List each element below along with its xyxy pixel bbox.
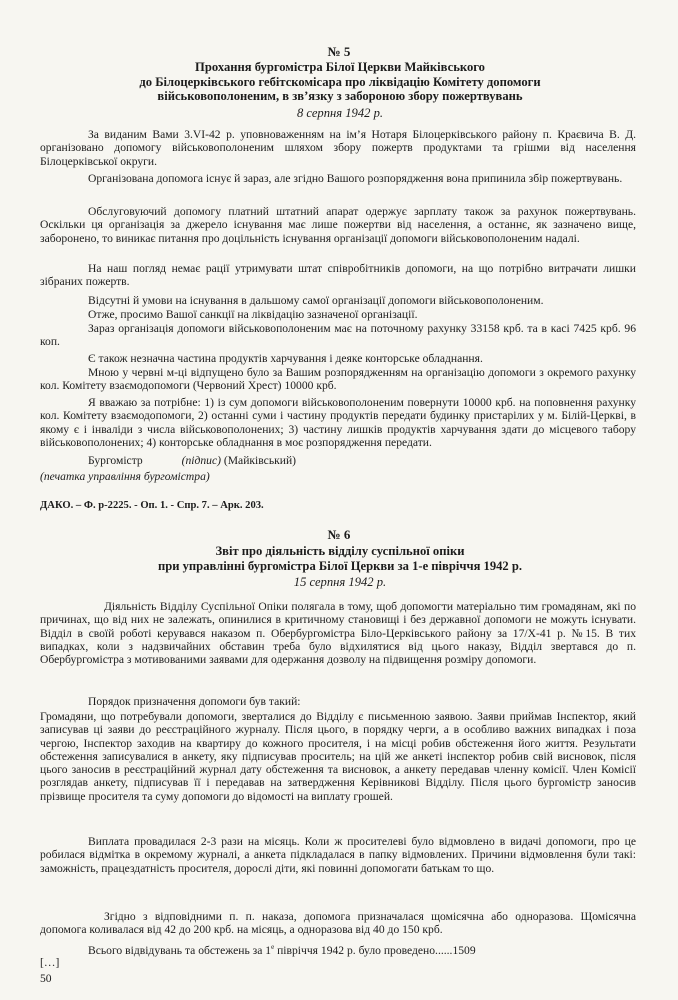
total-line-sup: е [271,943,275,951]
doc6-number: № 6 [327,527,351,542]
page-number: 50 [40,972,52,985]
doc5-title-line: військовополоненим, в зв’язку з забороною збору пожертвувань [157,89,523,103]
doc6-paragraph: Порядок призначення допомоги був такий: [88,695,301,708]
doc6-title [40,544,640,573]
doc5-archive-reference: ДАКО. – Ф. р-2225. - Оп. 1. - Спр. 7. – Арк. 203. [40,500,264,511]
doc5-paragraph: Обслуговуючий допомогу платний штатний апарат одержує зарплату також за рахунок пожертвувань. Оскільки ця організація за джерело існування має лише пожертви від населення, а останнє, як зазначено вище, заборонено, то виникає питання про доцільність існування організації допомоги військовополоненим надалі. [40,205,636,245]
doc5-paragraph: За виданим Вами 3.VI-42 р. уповноваженням на ім’я Нотаря Білоцерківського району п. Краєвича В. Д. організовано допомогу військовополоненим шляхом збору пожертв продуктами та грішми від населення Білоцерківської округи. [40,128,636,168]
doc6-paragraph: Згідно з відповідними п. п. наказа, допомога призначалася щомісячна або одноразова. Щомісячна допомога коливалася від 42 до 200 крб. на місяць, а одноразова від 40 до 150 крб. [40,910,636,937]
doc6-paragraph: Виплата провадилася 2-3 рази на місяць. Коли ж просителеві було відмовлено в видачі допомоги, про це робилася відмітка в окремому журналі, а анкета підкладалася в папку відмовлених. Причини відмовлення були такі: заможність, працездатність просителя, дорослі діти, які повинні допомогати батькам то що. [40,835,636,875]
doc5-stamp: (печатка управління бургомістра) [40,470,210,483]
doc5-paragraph: Зараз організація допомоги військовополоненим має на поточному рахунку 33158 крб. та в касі 7425 крб. 96 коп. [40,322,636,349]
doc5-paragraph: Організована допомога існує й зараз, але згідно Вашого розпорядження вона припинила збір пожертвувань. [88,172,623,185]
doc5-number: № 5 [327,44,351,59]
signature-mark: (підпис) [181,454,221,467]
total-line-prefix: Всього відвідувань та обстежень за 1 [88,943,272,957]
doc5-paragraph: Отже, просимо Вашої санкції на ліквідацію зазначеної організації. [88,308,418,321]
doc5-title-line: Прохання бургомістра Білої Церкви Майківського [195,60,485,74]
total-line-suffix: півріччя 1942 р. було проведено......1509 [274,943,476,957]
doc5-paragraph: Мною у червні м-ці відпущено було за Вашим розпорядженням на організацію допомоги з окремого рахунку кол. Комітету взаємодопомоги (Червоний Хрест) 10000 крб. [40,366,636,393]
doc6-title-line: Звіт про діяльність відділу суспільної опіки [215,544,465,558]
doc6-date: 15 серпня 1942 р. [293,575,387,589]
doc6-ellipsis: […] [40,956,60,969]
doc5-signature [88,454,296,467]
doc5-title-line: до Білоцерківського гебітскомісара про ліквідацію Комітету допомоги [139,74,541,89]
doc5-paragraph: Я вважаю за потрібне: 1) із сум допомоги військовополоненим повернути 10000 крб. на поповнення рахунку кол. Комітету взаємодопомоги, 2) останні суми і частину продуктів передати будинку пристарілих у м. Білій-Церкві, в якому є і інваліди з числа військовополонених; 3) частину лишків продуктів харчування здати до місцевого табору військовополонених; 4) конторське обладнання в моє розпорядження передати. [40,396,636,449]
doc6-total-line [40,941,636,957]
doc5-title [40,60,640,104]
signature-role: Бургомістр [88,454,143,467]
doc5-paragraph: На наш погляд немає рації утримувати штат співробітників допомоги, на що потрібно витрачати лишки зібраних пожертв. [40,262,636,289]
doc5-date: 8 серпня 1942 р. [296,106,384,120]
doc6-title-line: при управлінні бургомістра Білої Церкви за 1-е півріччя 1942 р. [157,558,523,573]
doc5-paragraph: Відсутні й умови на існування в дальшому самої організації допомоги військовополоненим. [88,294,544,307]
signature-name: (Майківський) [223,454,297,467]
doc6-paragraph: Діяльність Відділу Суспільної Опіки полягала в тому, щоб допомогти матеріально тим громадянам, які по причинах, що від них не залежать, опинилися в критичному становищі і без державної допомоги не можуть існувати. Відділ в своїй роботі керувався наказом п. Обербургомістра Біло-Церківського району за 17/X-41 р. №15. В тих випадках, коли з надзвичайних обставин треба було відхилятися від цього наказу, Відділ звертався до п. Обербургомістра з мотивованими заявами для одержання дозволу на підвищення розміру допомоги. [40,600,636,667]
doc6-paragraph: Громадяни, що потребували допомоги, зверталися до Відділу є письменною заявою. Заяви приймав Інспектор, який записував ці заяви до реєстраційного журналу. Після цього, в порядку черги, а в особливо важних випадках і поза чергою, Інспектор заходив на квартиру до кожного просителя, і на місці робив обстеження його життя. Результати обстеження записувалися в анкету, яку підписував проситель; на цій же анкеті інспектор робив свій висновок, після цього заносив в реєстраційний журнал дату обстеження та висновок, а анкету передавав членну комісії. Член Комісії розглядав анкету, підписував її і передавав на затвердження Керівникові Відділу. Після цього бургомістр заносив прізвище просителя та суму допомоги до відомості на виплату грошей. [40,710,636,803]
doc5-paragraph: Є також незначна частина продуктів харчування і деяке конторське обладнання. [88,352,483,365]
